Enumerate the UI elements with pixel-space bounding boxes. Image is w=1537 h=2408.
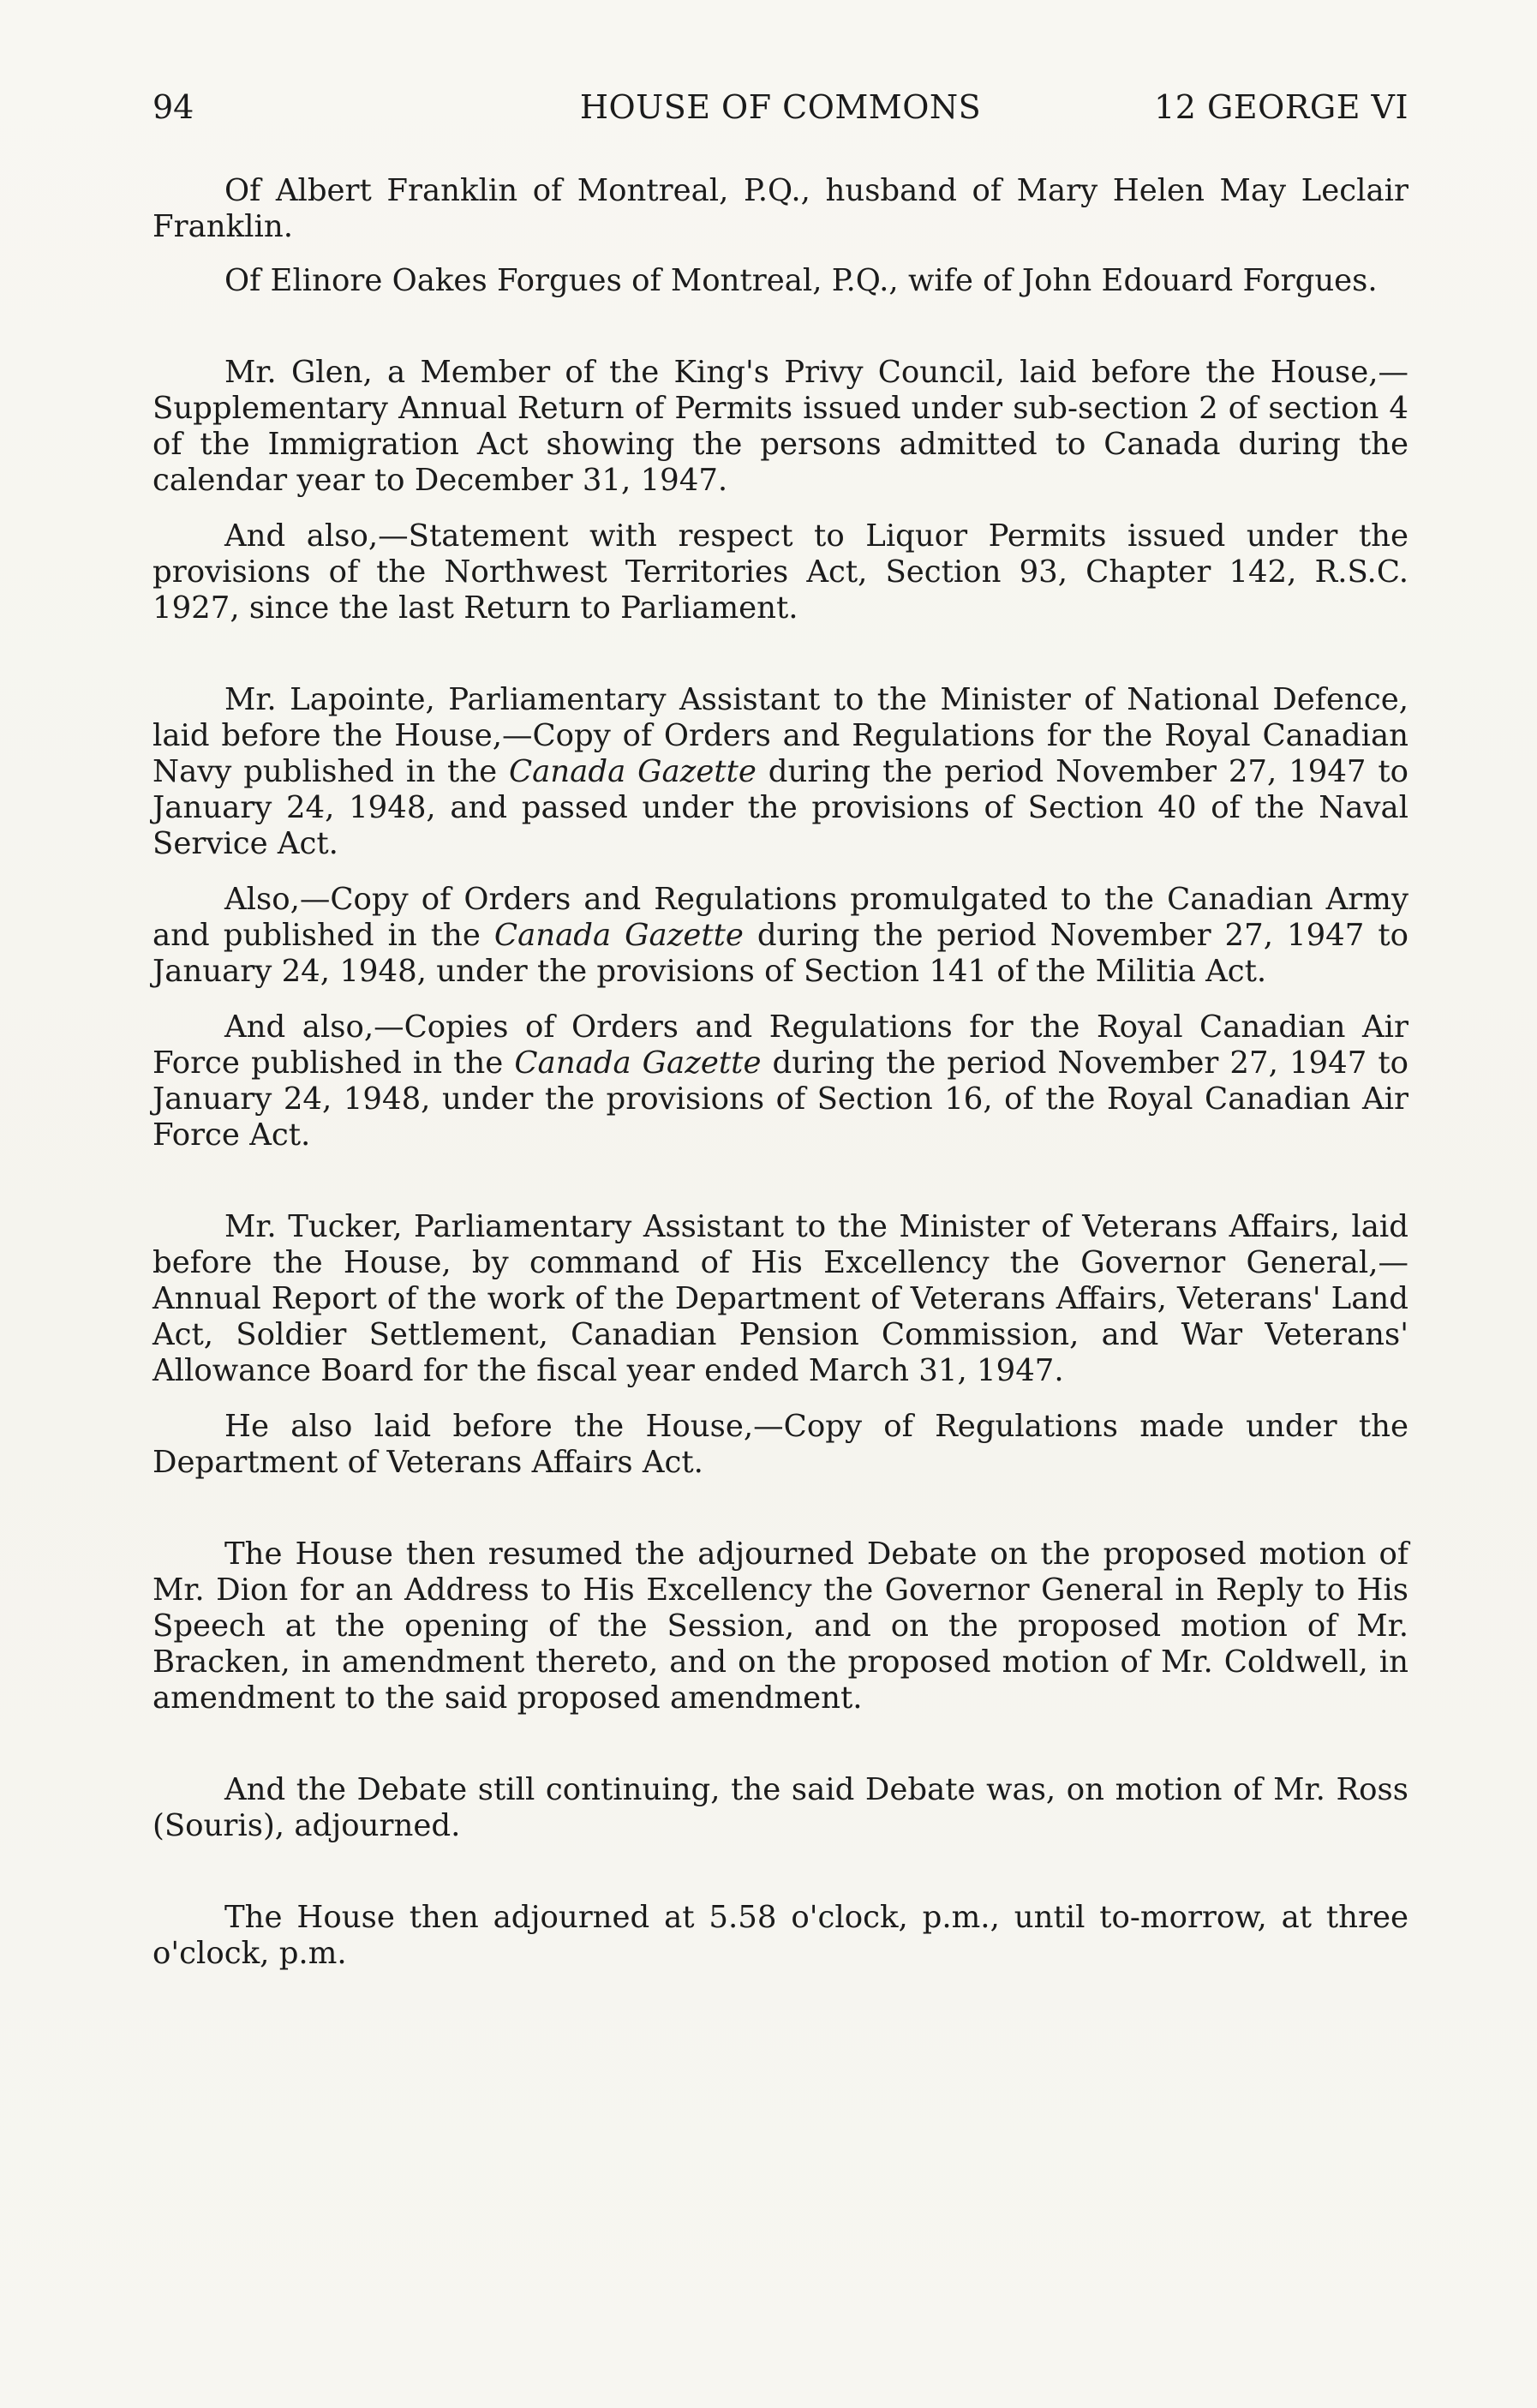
paragraph-text: during the period November 27, 1947 to January 24, 1948, under the provisions of Section 16, of the Royal Canadian Air Force Act. <box>153 1045 1409 1153</box>
running-header <box>153 84 1408 130</box>
publication-title: Canada Gazette <box>514 1045 762 1081</box>
paragraph <box>153 1009 1408 1153</box>
paragraph: Mr. Tucker, Parliamentary Assistant to the Minister of Veterans Affairs, laid before the House, by command of His Excellency the Governor General,— Annual Report of the work of the Department of Veterans Affairs, Veterans' Land Act, Soldier Settlement, Canadian Pension Commission, and War Veterans' Allowance Board for the fiscal year ended March 31, 1947. <box>153 1209 1408 1388</box>
paragraph: He also laid before the House,—Copy of Regulations made under the Department of Veterans Affairs Act. <box>153 1409 1408 1480</box>
paragraph: Of Elinore Oakes Forgues of Montreal, P.Q., wife of John Edouard Forgues. <box>224 263 1378 298</box>
paragraph: The House then resumed the adjourned Debate on the proposed motion of Mr. Dion for an Address to His Excellency the Governor General in Reply to His Speech at the opening of the Session, and on the proposed motion of Mr. Bracken, in amendment thereto, and on the proposed motion of Mr. Coldwell, in amendment to the said proposed amendment. <box>153 1536 1408 1716</box>
paragraph-text: And also,—Copies of Orders and Regulations for the Royal Canadian Air Force published in the <box>153 1009 1408 1081</box>
paragraph: Mr. Glen, a Member of the King's Privy Council, laid before the House,— Supplementary Annual Return of Permits issued under sub-section 2 of section 4 of the Immigration Act showing the persons admitted to Canada during the calendar year to December 31, 1947. <box>153 355 1408 498</box>
page-number: 94 <box>153 88 194 126</box>
paragraph-text: during the period November 27, 1947 to January 24, 1948, and passed under the provisions of Section 40 of the Naval Service Act. <box>153 754 1409 861</box>
paragraph: Of Albert Franklin of Montreal, P.Q., husband of Mary Helen May Leclair Franklin. <box>153 173 1408 244</box>
paragraph <box>153 882 1408 990</box>
paragraph <box>153 682 1408 862</box>
session-label: 12 GEORGE VI <box>1154 88 1408 126</box>
publication-title: Canada Gazette <box>493 918 744 953</box>
paragraph: The House then adjourned at 5.58 o'clock, p.m., until to-morrow, at three o'clock, p.m. <box>153 1900 1408 1971</box>
body-text <box>153 173 1408 1972</box>
paragraph-text: Mr. Lapointe, Parliamentary Assistant to the Minister of National Defence, laid before the House,—Copy of Orders and Regulations for the Royal Canadian Navy published in the <box>153 682 1408 789</box>
paragraph-text: Also,—Copy of Orders and Regulations promulgated to the Canadian Army and published in the <box>153 882 1408 953</box>
page-title: HOUSE OF COMMONS <box>579 88 982 126</box>
paragraph: And the Debate still continuing, the said Debate was, on motion of Mr. Ross (Souris), adjourned. <box>153 1772 1408 1843</box>
paragraph: And also,—Statement with respect to Liquor Permits issued under the provisions of the Northwest Territories Act, Section 93, Chapter 142, R.S.C. 1927, since the last Return to Parliament. <box>153 518 1408 626</box>
paragraph-text: during the period November 27, 1947 to January 24, 1948, under the provisions of Section 141 of the Militia Act. <box>153 918 1408 989</box>
publication-title: Canada Gazette <box>508 754 757 789</box>
